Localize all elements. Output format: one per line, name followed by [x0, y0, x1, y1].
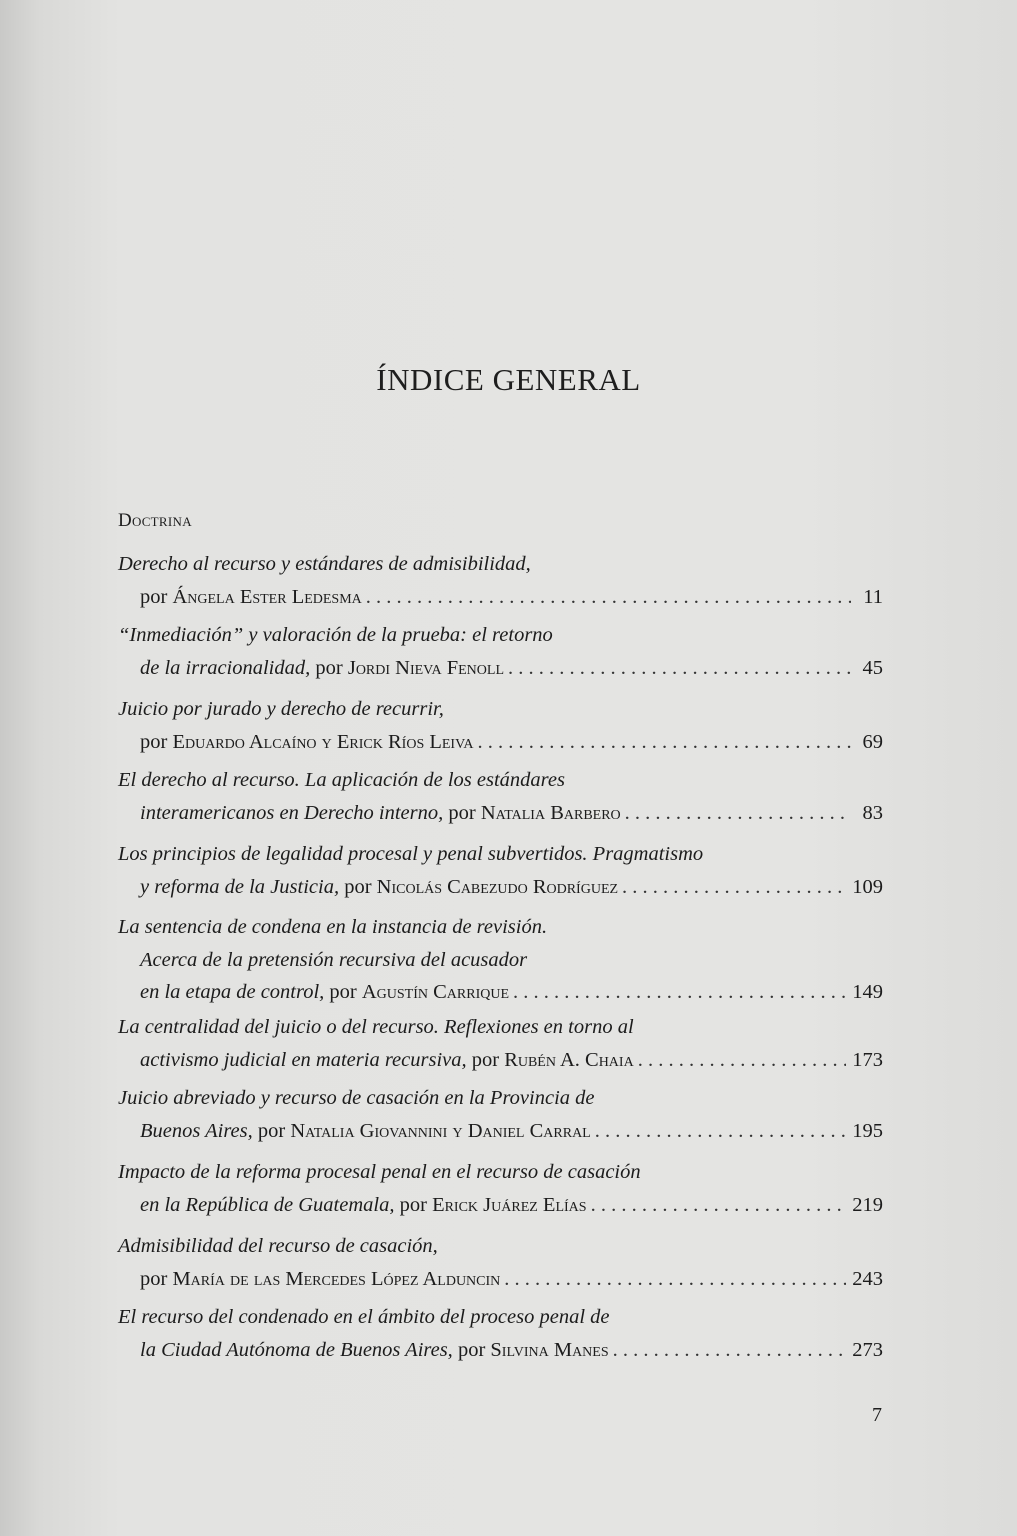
toc-entry-title: El recurso del condenado en el ámbito del proceso penal de: [118, 1306, 610, 1328]
toc-line: [140, 1046, 883, 1074]
toc-entry-title: Juicio por jurado y derecho de recurrir,: [118, 698, 444, 720]
toc-entry-title: Buenos Aires,: [140, 1119, 253, 1142]
toc-line: [140, 799, 883, 827]
toc-line: [118, 1232, 883, 1260]
section-heading: Doctrina: [118, 510, 192, 531]
toc-leader-dots: [625, 799, 851, 827]
toc-entry-by: por: [324, 981, 362, 1003]
toc-line: [140, 946, 883, 974]
toc-line: [140, 654, 883, 682]
toc-entry-title: Derecho al recurso y estándares de admisibilidad,: [118, 553, 531, 575]
toc-entry-page: 149: [852, 981, 883, 1003]
toc-entry-author: Natalia Giovannini y Daniel Carral: [290, 1119, 591, 1142]
toc-entry-title: Los principios de legalidad procesal y penal subvertidos. Pragmatismo: [118, 843, 704, 865]
toc-entry-author: Agustín Carrique: [361, 981, 510, 1003]
toc-line: [118, 766, 883, 794]
toc-entry-page: 109: [852, 875, 883, 898]
toc-line: [118, 1084, 883, 1112]
toc-entry-title: de la irracionalidad,: [140, 656, 311, 679]
toc-leader-dots: [613, 1336, 847, 1364]
page-number: 7: [872, 1404, 882, 1426]
toc-entry-page: 195: [852, 1119, 883, 1142]
toc-entry-title: interamericanos en Derecho interno,: [140, 801, 444, 824]
toc-line: [140, 1117, 883, 1145]
toc-leader-dots: [591, 1191, 847, 1219]
toc-entry-by: por: [310, 656, 348, 679]
toc-leader-dots: [622, 873, 846, 901]
toc-line: [118, 695, 883, 723]
toc-entry-title: en la República de Guatemala,: [140, 1193, 395, 1216]
toc-line: [118, 550, 883, 578]
toc-entry-by: por: [140, 1267, 173, 1290]
toc-entry-author: Ángela Ester Ledesma: [172, 585, 362, 608]
toc-entry-by: por: [394, 1193, 433, 1216]
toc-entry-by: por: [443, 801, 481, 824]
toc-entry-author: Rubén A. Chaia: [504, 1048, 634, 1071]
toc-entry-by: por: [339, 875, 377, 898]
toc-line: [118, 1013, 883, 1041]
toc-line: [140, 583, 883, 611]
toc-line: [140, 1191, 883, 1219]
toc-entry-page: 11: [863, 585, 883, 608]
toc-line: [118, 840, 883, 868]
toc-line: [140, 1336, 883, 1364]
toc-line: [118, 913, 883, 941]
toc-entry-page: 219: [852, 1193, 883, 1216]
toc-entry-author: Jordi Nieva Fenoll: [347, 656, 505, 679]
toc-entry-author: Natalia Barbero: [480, 801, 621, 824]
toc-leader-dots: [638, 1046, 847, 1074]
toc-line: [140, 1265, 883, 1293]
toc-line: [118, 1303, 883, 1331]
toc-entry-title: activismo judicial en materia recursiva,: [140, 1048, 467, 1071]
toc-entry-page: 69: [862, 730, 883, 753]
toc-leader-dots: [504, 1265, 846, 1293]
toc-entry-title: Acerca de la pretensión recursiva del acusador: [140, 948, 528, 971]
toc-entry-by: por: [140, 585, 173, 608]
toc-leader-dots: [366, 583, 851, 611]
toc-line: [118, 1158, 883, 1186]
toc-entry-by: por: [252, 1119, 291, 1142]
toc-entry-page: 273: [852, 1338, 883, 1361]
toc-entry-by: por: [466, 1048, 505, 1071]
toc-entry-title: en la etapa de control,: [140, 981, 325, 1003]
toc-entry-author: Nicolás Cabezudo Rodríguez: [376, 875, 619, 898]
toc-line: [140, 978, 883, 1006]
toc-entry-title: La centralidad del juicio o del recurso. Reflexiones en torno al: [118, 1016, 634, 1038]
toc-entry-page: 45: [862, 656, 883, 679]
toc-entry-title: “Inmediación” y valoración de la prueba: el retorno: [118, 624, 553, 646]
toc-entry-by: por: [140, 730, 173, 753]
toc-entry-page: 243: [852, 1267, 883, 1290]
toc-leader-dots: [513, 978, 846, 1006]
page-title: ÍNDICE GENERAL: [376, 362, 641, 397]
toc-entry-page: 173: [852, 1048, 883, 1071]
toc-entry-title: El derecho al recurso. La aplicación de los estándares: [118, 769, 565, 791]
toc-line: [140, 873, 883, 901]
toc-entry-title: Impacto de la reforma procesal penal en el recurso de casación: [118, 1161, 641, 1183]
toc-entry-author: Silvina Manes: [490, 1338, 609, 1361]
toc-entry-title: la Ciudad Autónoma de Buenos Aires,: [140, 1338, 453, 1361]
toc-line: [118, 621, 883, 649]
toc-entry-title: y reforma de la Justicia,: [140, 875, 340, 898]
toc-leader-dots: [595, 1117, 847, 1145]
toc-entry-author: María de las Mercedes López Alduncin: [172, 1267, 501, 1290]
toc-line: [140, 728, 883, 756]
toc-entry-author: Erick Juárez Elías: [432, 1193, 587, 1216]
toc-entry-by: por: [452, 1338, 491, 1361]
toc-entry-page: 83: [862, 801, 883, 824]
toc-entry-author: Eduardo Alcaíno y Erick Ríos Leiva: [172, 730, 474, 753]
toc-entry-title: La sentencia de condena en la instancia de revisión.: [118, 916, 548, 938]
toc-entry-title: Admisibilidad del recurso de casación,: [118, 1235, 438, 1257]
toc-leader-dots: [508, 654, 851, 682]
toc-leader-dots: [478, 728, 851, 756]
toc-entry-title: Juicio abreviado y recurso de casación en la Provincia de: [118, 1087, 595, 1109]
